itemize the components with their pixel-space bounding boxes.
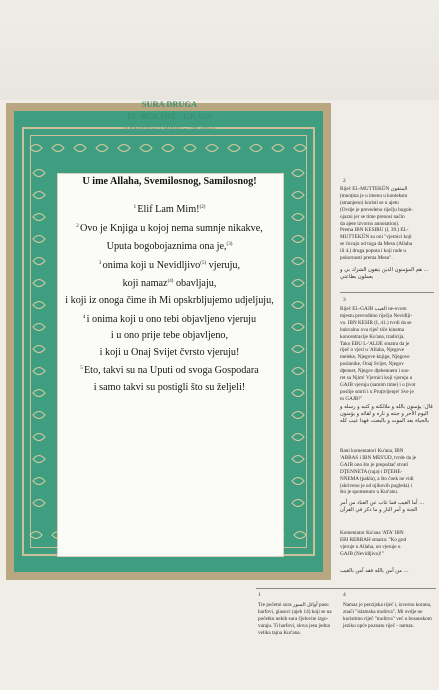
footnote-1-text: Tre poĉetni sura أوائل السور pasu harfovi, glasovi (ajeh 14) koji se na poĉetku nekih sura ĉjelovite izgo-varaju. Ti harfovi, slova jesu jedna velika tajna Kur'ana. — [258, 602, 332, 636]
verse-text: Uputa bogobojaznima ona je, — [106, 241, 227, 253]
note-line: da ajete izvorno annotation). — [340, 220, 400, 227]
footnote-ref: (2) — [199, 205, 206, 210]
verse-line — [57, 345, 282, 362]
note-2-text — [340, 186, 436, 262]
verse-text: i koji u Onaj Svijet čvrsto vjeruju! — [99, 346, 240, 358]
note-3-arabic-1: قال: يؤمنون بالله و ملائكته و كتبه و رسله و اليوم الآخر و جنته و ناره و لقائه و يؤمنون بالحياة بعد الموت و بالبعث، فهذا غيب كله — [340, 404, 433, 424]
note-line: vjeruje u Allaha, on vjeruje u — [340, 543, 401, 550]
ornament-motif — [294, 532, 306, 539]
ornament-motif — [292, 280, 304, 287]
ornament-motif — [33, 302, 45, 309]
note-3-arabic-3: ... من آمن بالله فقد آمن بالغيب — [340, 568, 409, 574]
note-3-arabic-2: ... أما الغيب فما غاب عن العباد من أمر الجنة و أمر النار و ما ذكر في القرآن — [340, 500, 425, 513]
ornament-motif — [33, 192, 45, 199]
verse-text: Eto, takvi su na Uputi od svoga Gospodara — [83, 365, 259, 377]
ornament-motif — [292, 412, 304, 419]
verse-text: Elif Lam Mim! — [137, 204, 200, 215]
verse-text-tail: vjeruju, — [206, 259, 241, 271]
footnote-number-4: 4 — [343, 592, 346, 598]
ornament-motif — [33, 214, 45, 221]
note-line: Tako EBU L-'ALIJE smatra da je — [340, 340, 410, 347]
note-line: Prema IBN KESIRU (I, 39.) EL- — [340, 227, 409, 234]
note-line: vo. IBN KESIR (I, 41.) tvrdi da se — [340, 319, 412, 326]
footnote-ref: (3) — [226, 242, 233, 248]
note-number-3: 3 — [343, 297, 346, 303]
note-line: pokornosti prema Mesu". — [340, 255, 393, 262]
ornament-motif — [30, 532, 42, 539]
note-line: to GAJB!" — [340, 395, 363, 402]
basmala: U ime Allaha, Svemilosnog, Samilosnog! — [82, 176, 257, 187]
ornament-motif — [292, 456, 304, 463]
verse-line — [57, 293, 282, 310]
ornament-motif — [33, 324, 45, 331]
note-number-2: 2 — [343, 178, 346, 184]
ornament-motif — [292, 258, 304, 265]
ornament-motif — [292, 390, 304, 397]
ornament-motif — [33, 258, 45, 265]
note-line: (Ovdje je prevedeno rijeĉju bogob- — [340, 206, 413, 213]
ornament-motif — [292, 236, 304, 243]
verse-line — [57, 200, 282, 219]
note-line: (mnoţina je u imenu u kontekstu — [340, 192, 408, 199]
note-line: se ĉuvaju od toga da Mesu (Allaha — [340, 241, 413, 248]
ornament-motif — [33, 280, 45, 287]
note-line: (skriveno je od njihovih pogleda) i — [340, 482, 412, 489]
verse-line — [57, 380, 282, 397]
note-line: koncentracije Ku'ana, tradicija. — [340, 333, 405, 340]
verse-text-tail: obavljaju, — [173, 278, 217, 290]
note-line: dţennet, Njegov dţehennem i sus- — [340, 368, 410, 375]
ornament-motif — [33, 390, 45, 397]
ornament-motif — [292, 324, 304, 331]
note-line: rijeĉ o vjeri u 'Allaha, Njegove — [340, 347, 405, 354]
note-line: Komentator Ku'ana 'ATA' IBN — [340, 530, 404, 536]
note-2-arabic: ... هم المؤمنون الذين يتقون الشرك بي و يعملون بطاعتي — [340, 267, 429, 280]
verse-line — [57, 328, 282, 345]
note-3-text-3 — [340, 530, 436, 558]
ornament-motif — [292, 214, 304, 221]
footnote-divider — [256, 588, 436, 589]
ornament-motif — [33, 236, 45, 243]
footnote-4-text: Namaz je perzijska rijeĉ i, izvorno koranu, znaĉi "islamska molitva". Mi ovdje ne koristimo rijeĉ "molitva" već u bosanskom jeziku opće poznatu rijeĉ - namaz. — [343, 602, 432, 629]
ornament-motif — [30, 145, 42, 152]
footnote-ref: (4) — [167, 279, 174, 285]
ornament-motif — [292, 302, 304, 309]
note-line: Rijeĉ EL-MUTTEKÛN المتقون — [340, 186, 408, 192]
footnote-number-1: 1 — [258, 592, 261, 598]
note-line: (smanjeno) koristi se u ajetu — [340, 199, 399, 206]
ornament-motif — [33, 456, 45, 463]
verses — [57, 200, 282, 397]
verse-text: i onima koji u ono tebi objavljeno vjeruju — [86, 313, 257, 325]
note-line: Rijeĉ EL-GAJB الغيب ne-ovom — [340, 306, 407, 312]
verse-number: 4 — [82, 314, 87, 320]
verse-number: 1 — [133, 205, 138, 210]
note-line: što je spomenuto u Kur'anu. — [340, 489, 399, 496]
verse-text: koji namaz — [122, 278, 168, 290]
sura-revelation-note: (Objavljena u Medini - 286 ajeta) — [123, 125, 216, 132]
note-line: poslanike, Onaj Svijet, Njegov — [340, 361, 404, 368]
verse-number: 3 — [98, 260, 103, 266]
note-line: DŢENNETA (raja) i DŢEHE- — [340, 468, 403, 475]
ornament-motif — [292, 170, 304, 177]
sura-text-block — [57, 0, 282, 690]
verse-line — [57, 237, 282, 256]
verse-number: 5 — [80, 366, 84, 372]
sura-subtitle: EL-BEKARE - KRAVA — [127, 112, 212, 121]
note-line: GAJB vjeruju (samim time) i u ţivot — [340, 381, 416, 388]
verse-text: i samo takvi su postigli što su željeli! — [93, 381, 246, 393]
verse-line — [57, 310, 282, 329]
note-line: ojazni jer se time prenosi naĉin — [340, 213, 405, 220]
note-3-text-2 — [340, 448, 436, 496]
verse-line — [57, 219, 282, 238]
verse-line — [57, 274, 282, 293]
ornament-motif — [33, 500, 45, 507]
note-line: NNEMA (pakla), a što ĉoek ne vidi — [340, 475, 414, 482]
ornament-motif — [294, 145, 306, 152]
verse-line — [57, 361, 282, 380]
ornament-motif — [292, 478, 304, 485]
note-line: meleke, Njegove knjige, Njegove — [340, 354, 410, 361]
ornament-motif — [33, 170, 45, 177]
note-line: EBI REBBAH smatra: "Ko god — [340, 536, 407, 543]
note-line: MUTTEKÛN su oni "vjernici koji — [340, 234, 412, 241]
note-line: Rani komentatori Ku'ana, IBN — [340, 448, 404, 454]
ornament-motif — [292, 192, 304, 199]
ornament-motif — [292, 346, 304, 353]
note-line: ili 4.) druga poputa i koji rade u — [340, 248, 406, 255]
verse-text: onima koji u Nevidljivo — [102, 259, 201, 271]
footnote-ref: (5) — [200, 260, 207, 266]
ornament-motif — [292, 500, 304, 507]
note-line: GAJB (Nevidljivo)!" — [340, 550, 384, 557]
note-line: bukvalno ova rijeĉ tiĉe kinema — [340, 326, 404, 333]
verse-text: i u ono prije tebe objavljeno, — [110, 330, 229, 342]
sura-title: SURA DRUGA — [141, 100, 198, 109]
verse-text: i koji iz onoga čime ih Mi opskrbljujemo udjeljuju, — [65, 294, 274, 306]
ornament-motif — [292, 368, 304, 375]
note-3-text — [340, 306, 436, 403]
verse-line — [57, 256, 282, 275]
note-line: GAJB ono što je prepuštač stvari — [340, 461, 409, 468]
ornament-motif — [33, 478, 45, 485]
note-line: mjestu prevodimo rijeĉju Nevidlji- — [340, 312, 413, 319]
ornament-motif — [33, 434, 45, 441]
verse-text: Ovo je Knjiga u kojoj nema sumnje nikakve, — [79, 222, 263, 234]
ornament-motif — [33, 346, 45, 353]
ornament-motif — [33, 412, 45, 419]
ornament-motif — [33, 368, 45, 375]
ornament-motif — [292, 434, 304, 441]
note-divider — [340, 292, 434, 293]
note-line: poslije smrti i u Proţivljenje! Sve je — [340, 388, 414, 395]
note-line: 'ABBAS i IBN MES'UD, tvrde da je — [340, 454, 417, 461]
verse-number: 2 — [76, 223, 80, 229]
note-line: ret sa Njim! Vjernici koji vjeruju u — [340, 375, 413, 382]
